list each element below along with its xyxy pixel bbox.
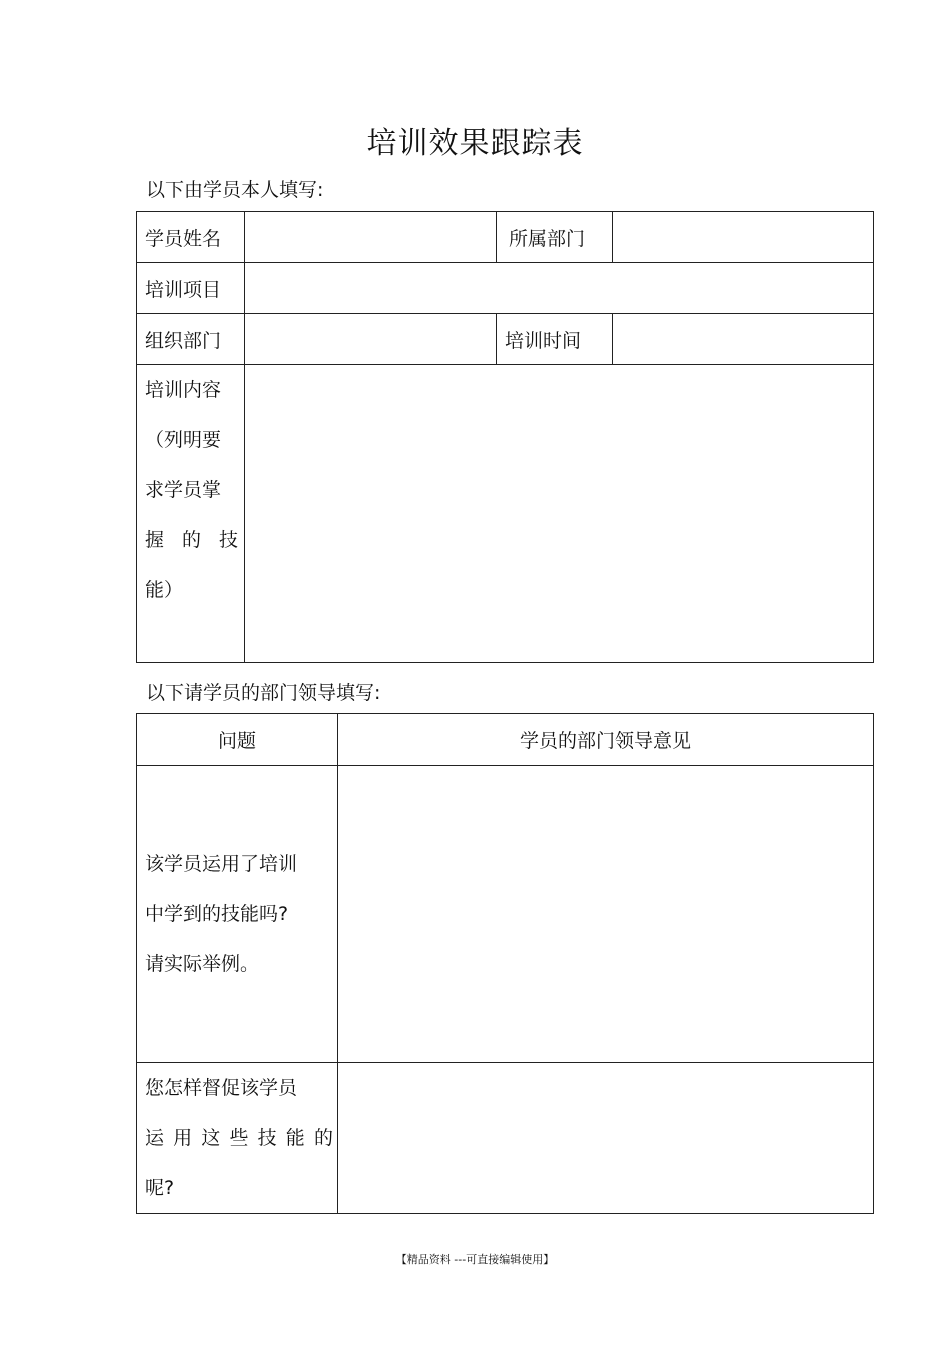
question-2-char: 运 (145, 1127, 165, 1149)
training-project-field[interactable] (245, 263, 874, 314)
content-label-line-4 (145, 515, 238, 565)
question-2-char: 这 (201, 1127, 221, 1149)
section2-intro: 以下请学员的部门领导填写: (146, 682, 381, 704)
question-2-char: 能 (285, 1127, 305, 1149)
content-label-char: 握 (145, 529, 165, 551)
section1-intro: 以下由学员本人填写: (146, 179, 324, 201)
answer-1-field[interactable] (338, 766, 874, 1063)
question-2-cell (137, 1063, 338, 1214)
opinion-header: 学员的部门领导意见 (338, 714, 874, 766)
question-2-char: 技 (257, 1127, 277, 1149)
content-label-line-1: 培训内容 (145, 379, 222, 401)
page-title: 培训效果跟踪表 (366, 126, 584, 161)
question-2-char: 的 (313, 1127, 333, 1149)
student-name-field[interactable] (245, 212, 497, 263)
question-header: 问题 (137, 714, 338, 766)
content-label-line-2: （列明要 (145, 429, 222, 451)
question-2-char: 用 (173, 1127, 193, 1149)
department-field[interactable] (613, 212, 874, 263)
training-time-label: 培训时间 (497, 314, 613, 365)
training-project-label: 培训项目 (137, 263, 245, 314)
content-label-char: 技 (218, 529, 238, 551)
question-2-char: 些 (229, 1127, 249, 1149)
footer-note: 【精品资料 ---可直接编辑使用】 (395, 1253, 555, 1266)
student-name-label: 学员姓名 (137, 212, 245, 263)
question-2-line-1: 您怎样督促该学员 (145, 1077, 298, 1099)
leader-feedback-table (136, 713, 874, 1214)
question-2-line-2 (145, 1113, 333, 1163)
training-time-field[interactable] (613, 314, 874, 365)
question-1-line: 中学到的技能吗? (145, 903, 289, 925)
content-label-char: 的 (181, 529, 201, 551)
organizer-label: 组织部门 (137, 314, 245, 365)
department-label: 所属部门 (497, 212, 613, 263)
training-content-field[interactable] (245, 365, 874, 663)
content-label-line-3: 求学员掌 (145, 479, 222, 501)
organizer-field[interactable] (245, 314, 497, 365)
content-label-line-5: 能） (145, 579, 184, 601)
training-content-label (137, 365, 245, 663)
question-2-line-3: 呢? (145, 1177, 175, 1199)
question-1-cell (137, 766, 338, 1063)
answer-2-field[interactable] (338, 1063, 874, 1214)
student-info-table (136, 211, 874, 663)
question-1-line: 请实际举例。 (145, 953, 260, 975)
question-1-line: 该学员运用了培训 (145, 853, 298, 875)
